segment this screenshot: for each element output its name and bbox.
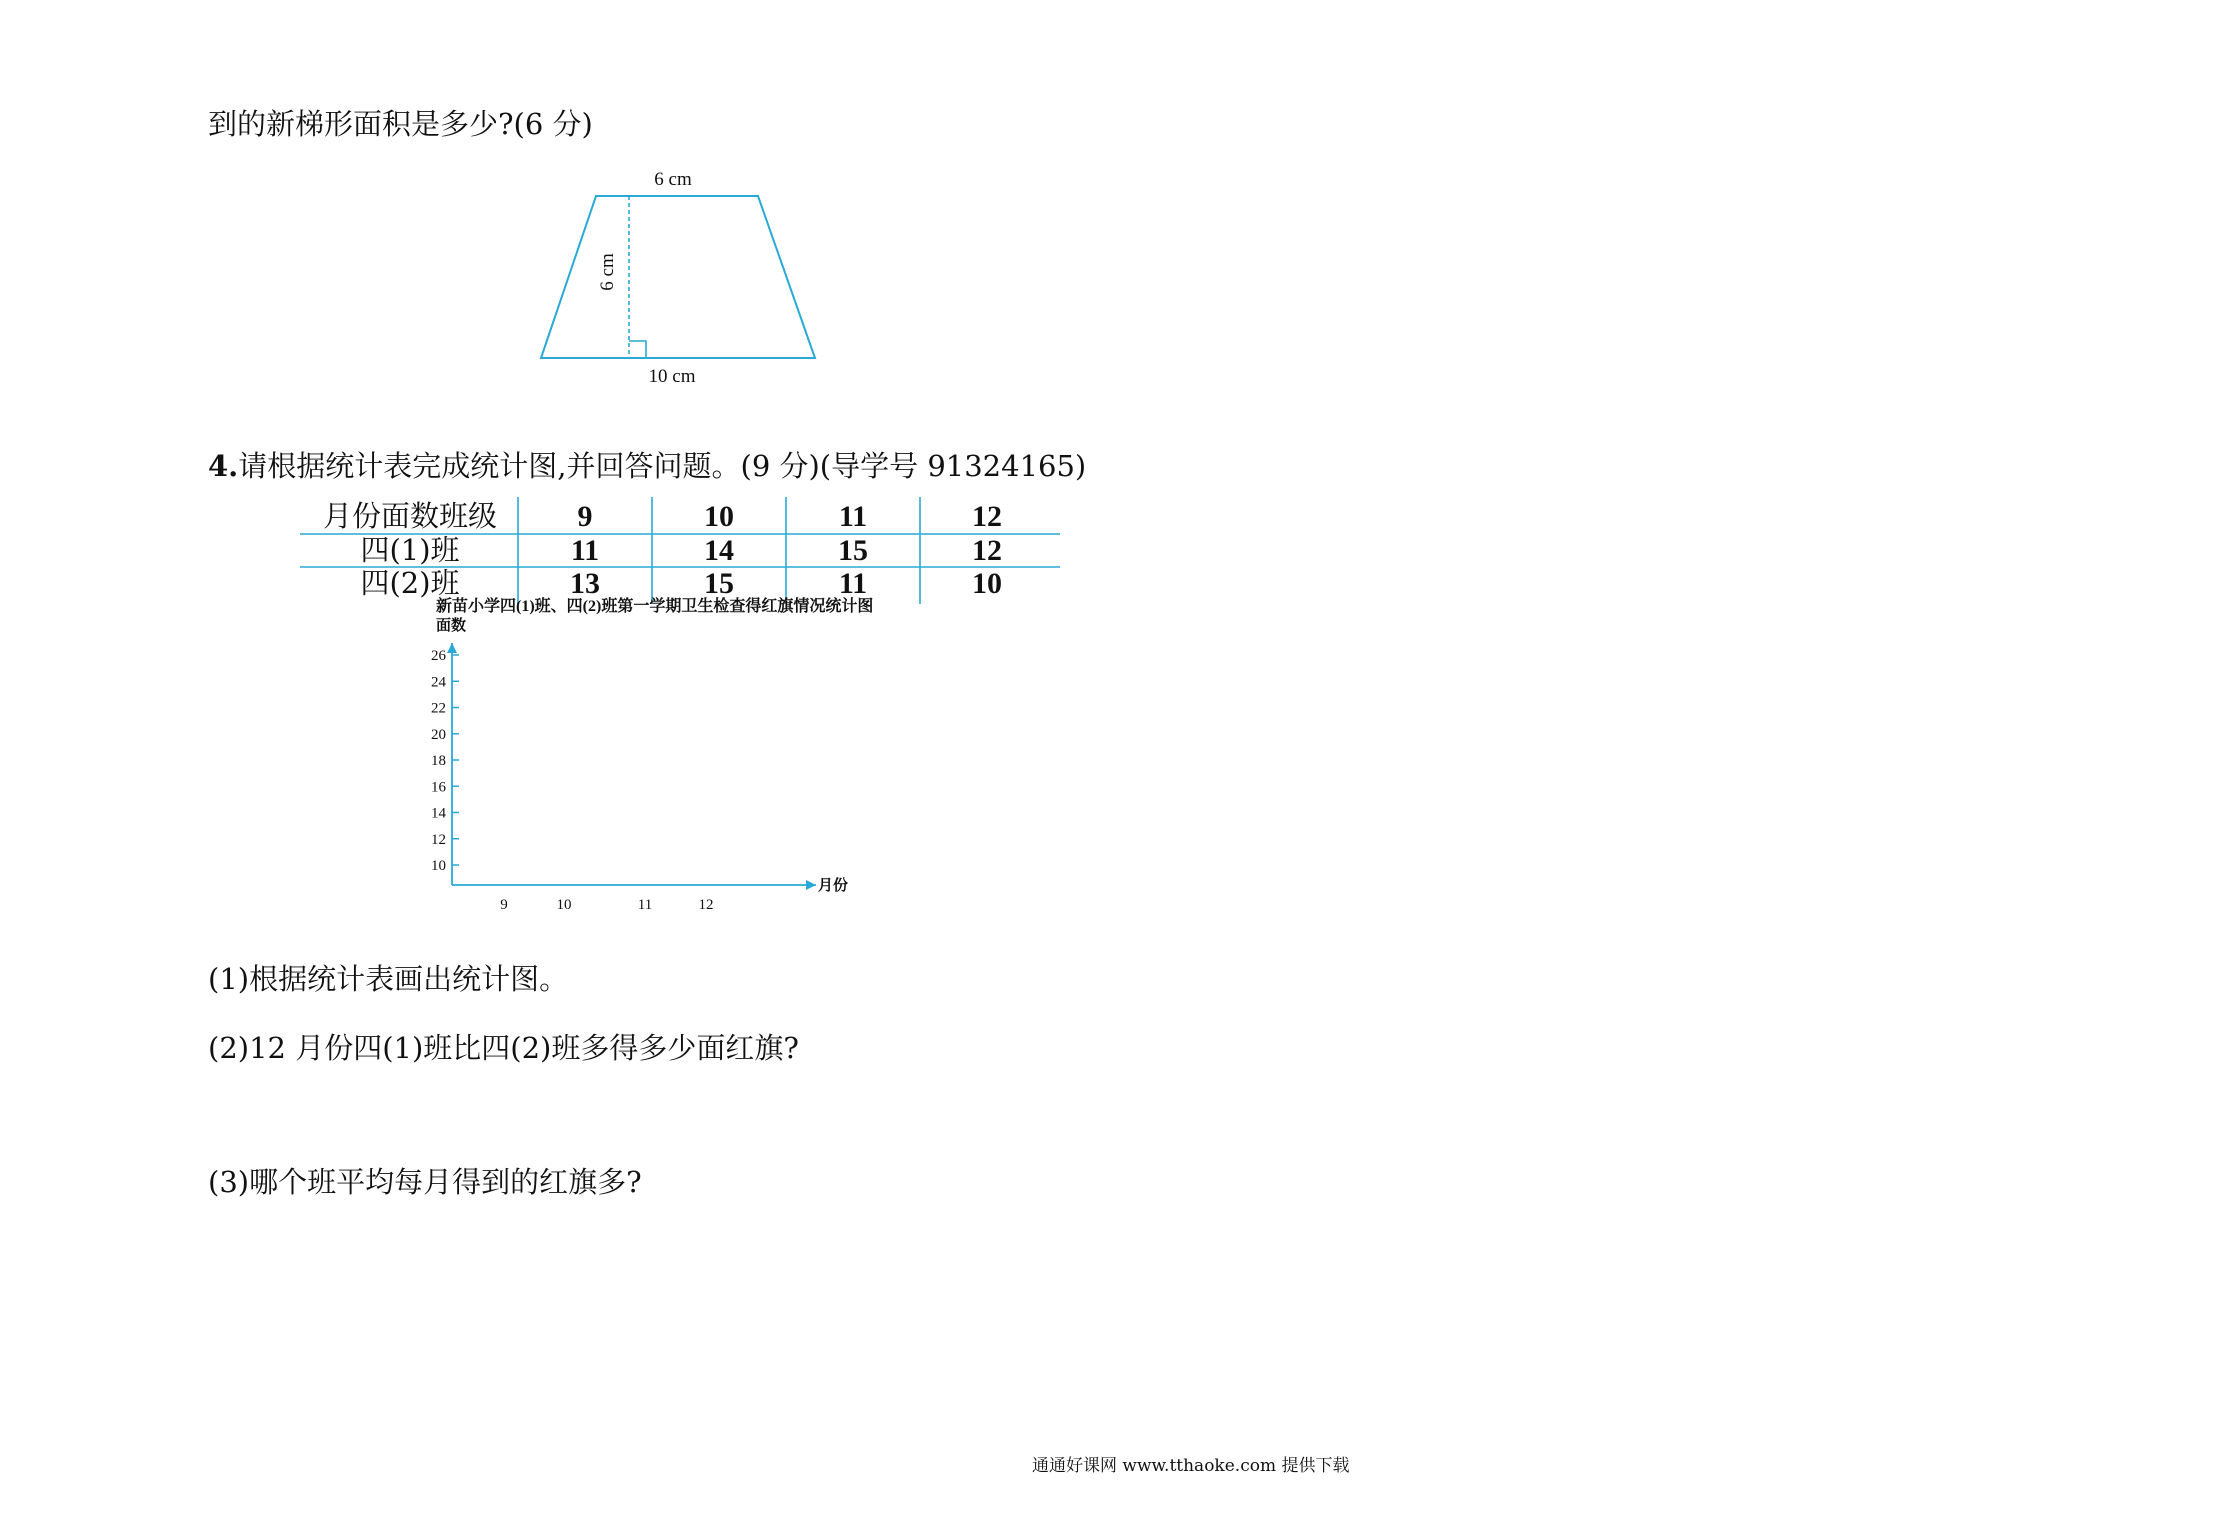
y-tick-label: 14 xyxy=(431,805,446,822)
table-month-header: 11 xyxy=(838,500,868,533)
subquestion-2: (2)12 月份四(1)班比四(2)班多得多少面红旗? xyxy=(208,1031,799,1065)
table-cell: 14 xyxy=(704,534,734,567)
height-length-label: 6 cm xyxy=(597,253,618,291)
chart-title: 新苗小学四(1)班、四(2)班第一学期卫生检查得红旗情况统计图 xyxy=(436,598,874,615)
x-tick-label: 10 xyxy=(556,897,572,913)
bottom-length-label: 10 cm xyxy=(648,366,696,387)
trapezoid-figure xyxy=(520,160,840,400)
top-length-label: 6 cm xyxy=(654,169,692,190)
table-month-header: 12 xyxy=(972,500,1002,533)
line-chart xyxy=(420,595,940,915)
table-cell: 12 xyxy=(972,534,1002,567)
y-axis-arrow xyxy=(447,643,457,653)
table-cell: 13 xyxy=(570,567,600,600)
y-tick-label: 22 xyxy=(431,700,446,717)
y-axis-label: 面数 xyxy=(436,618,467,634)
x-tick-label: 9 xyxy=(500,897,508,913)
x-axis-ticks xyxy=(500,897,713,913)
y-axis-ticks xyxy=(431,648,459,874)
table-cell: 15 xyxy=(704,567,734,600)
y-tick-label: 12 xyxy=(431,831,446,848)
question-4-text: 请根据统计表完成统计图,并回答问题。(9 分)(导学号 91324165) xyxy=(238,449,1087,483)
y-tick-label: 26 xyxy=(431,648,446,664)
x-tick-label: 11 xyxy=(637,897,653,913)
table-month-header: 10 xyxy=(704,500,734,533)
y-tick-label: 24 xyxy=(431,674,446,691)
x-axis-arrow xyxy=(806,880,816,890)
statistics-table xyxy=(300,497,1060,607)
table-header-label: 月份面数班级 xyxy=(322,499,497,533)
table-cell: 10 xyxy=(972,567,1002,600)
y-tick-label: 16 xyxy=(431,779,446,796)
trapezoid-shape xyxy=(541,196,815,358)
table-cell: 11 xyxy=(838,567,868,600)
x-axis-label: 月份 xyxy=(818,878,849,894)
footer-credit: 通通好课网 www.tthaoke.com 提供下载 xyxy=(1032,1456,1350,1476)
subquestion-3: (3)哪个班平均每月得到的红旗多? xyxy=(208,1165,642,1199)
subquestion-1: (1)根据统计表画出统计图。 xyxy=(208,962,569,996)
question-4-number: 4. xyxy=(208,449,239,483)
question-3-tail: 到的新梯形面积是多少?(6 分) xyxy=(208,107,593,141)
chart-axes xyxy=(447,643,816,890)
y-tick-label: 18 xyxy=(431,753,446,769)
y-tick-label: 20 xyxy=(431,726,446,743)
table-month-header: 9 xyxy=(577,500,593,533)
table-row-label: 四(1)班 xyxy=(360,533,460,567)
table-cell: 11 xyxy=(570,534,600,567)
y-tick-label: 10 xyxy=(431,858,446,874)
x-tick-label: 12 xyxy=(698,897,714,913)
table-cell: 15 xyxy=(838,534,868,567)
question-4-prompt xyxy=(208,449,1087,483)
table-row-label: 四(2)班 xyxy=(360,566,460,600)
right-angle-marker xyxy=(629,341,646,358)
